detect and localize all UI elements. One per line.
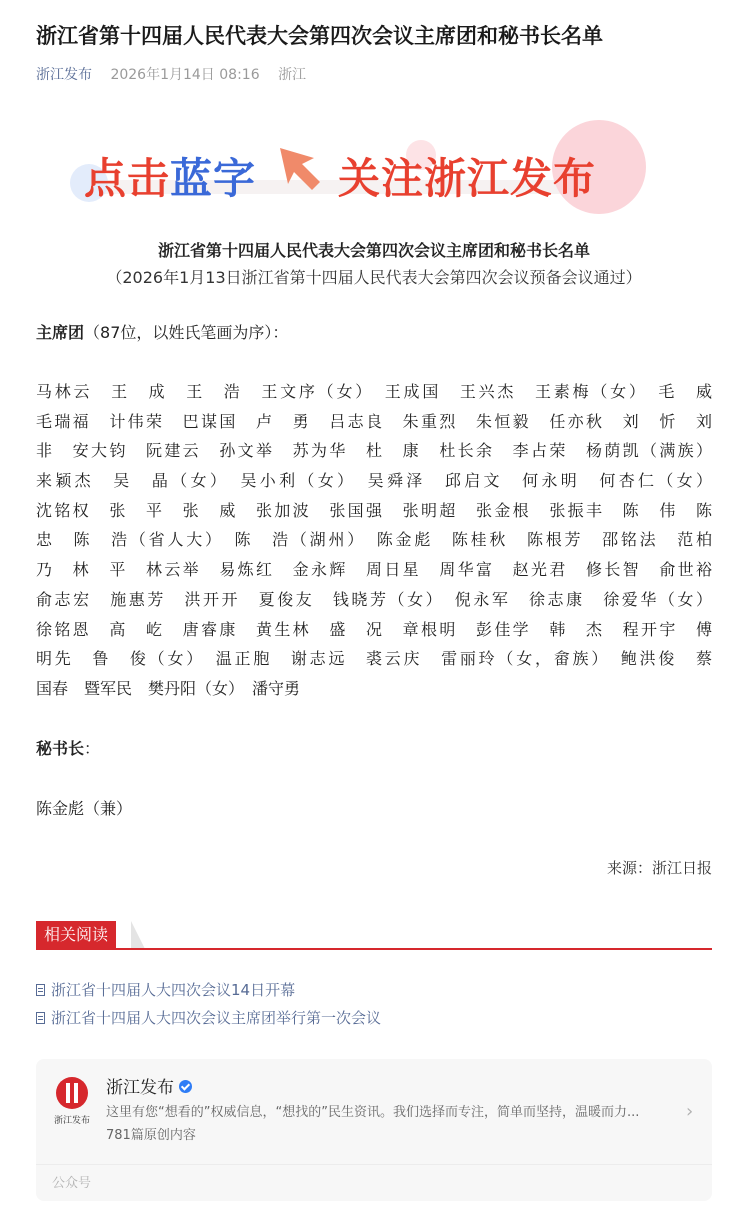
account-type: 公众号 [52,1176,92,1191]
related-tab-tail [131,921,145,949]
name-line: 国春 暨军民 樊丹阳（女） 潘守勇 [36,678,301,698]
name-line: 毛瑞福 计伟荣 巴谋国 卢 勇 吕志良 朱重烈 朱恒毅 任亦秋 刘 忻 刘 [36,411,712,431]
account-name [106,1077,192,1099]
account-description: 这里有您“想看的”权威信息，“想找的”民生资讯。我们选择而专注，简单而坚持，温暖而力... [106,1105,640,1120]
account-logo-mark [56,1077,88,1109]
secretary-heading [36,736,100,762]
account-logo-text: 浙江发布 [53,1116,90,1126]
publish-date: 2026年1月14日 08:16 [110,67,260,83]
name-line: 乃 林 平 林云举 易炼红 金永辉 周日星 周华富 赵光君 修长智 俞世裕 [36,560,712,580]
banner-click-word: 点击 [84,154,171,203]
list-approval-note: （2026年1月13日浙江省第十四届人民代表大会第四次会议预备会议通过） [106,268,642,287]
name-line: 非 安大钧 阮建云 孙文举 苏为华 杜 康 杜长余 李占荣 杨荫凯（满族） [36,441,712,461]
related-link[interactable] [36,1007,381,1029]
banner-blue-word: 蓝字 [170,154,257,203]
account-logo [52,1077,92,1135]
document-icon [36,1012,45,1024]
presidium-heading [36,320,288,346]
secretary-colon: ： [84,739,101,758]
name-line: 来颖杰 吴 晶（女） 吴小利（女） 吴舜泽 邱启文 何永明 何杏仁（女） [36,471,712,491]
list-title: 浙江省第十四届人民代表大会第四次会议主席团和秘书长名单 [157,241,590,260]
cursor-arrow-icon [276,144,326,194]
card-divider [36,1164,712,1165]
name-line: 俞志宏 施惠芳 洪开开 夏俊友 钱晓芳（女） 倪永军 徐志康 徐爱华（女） [36,589,712,609]
secretary-name: 陈金彪（兼） [36,799,133,818]
verified-icon [179,1080,192,1093]
presidium-note: （87位，以姓氏笔画为序）： [84,323,289,342]
article-source: 来源：浙江日报 [606,859,712,877]
banner-click-text [84,146,256,206]
account-link[interactable]: 浙江发布 [36,67,92,83]
name-line: 马林云 王 成 王 浩 王文序（女） 王成国 王兴杰 王素梅（女） 毛 威 [36,382,712,401]
account-card[interactable] [36,1059,712,1201]
follow-banner[interactable] [66,118,686,218]
name-line: 忠 陈 浩（省人大） 陈 浩（湖州） 陈金彪 陈桂秋 陈根芳 邵铭法 范柏 [36,530,712,550]
article-meta [36,64,306,84]
related-divider [36,948,712,950]
secretary-label: 秘书长 [36,739,85,758]
account-article-count: 781篇原创内容 [106,1128,196,1143]
account-name-text: 浙江发布 [106,1078,174,1098]
presidium-label: 主席团 [36,323,85,342]
publish-location: 浙江 [278,67,307,83]
document-icon [36,984,45,996]
related-link-text: 浙江省十四届人大四次会议14日开幕 [51,981,296,999]
presidium-names [36,377,712,704]
name-line: 沈铭权 张 平 张 威 张加波 张国强 张明超 张金根 张振丰 陈 伟 陈 [36,500,712,520]
related-link-text: 浙江省十四届人大四次会议主席团举行第一次会议 [51,1009,382,1027]
name-line: 明先 鲁 俊（女） 温正胞 谢志远 裘云庆 雷丽玲（女，畲族） 鲍洪俊 蔡 [36,649,712,669]
article-title: 浙江省第十四届人民代表大会第四次会议主席团和秘书长名单 [36,24,603,48]
chevron-right-icon[interactable]: › [686,1101,694,1122]
related-reading-tab: 相关阅读 [36,921,116,949]
banner-follow-text: 关注浙江发布 [338,154,597,203]
name-line: 徐铭恩 高 屹 唐睿康 黄生林 盛 况 章根明 彭佳学 韩 杰 程开宇 傅 [36,619,712,639]
related-link[interactable] [36,979,295,1001]
